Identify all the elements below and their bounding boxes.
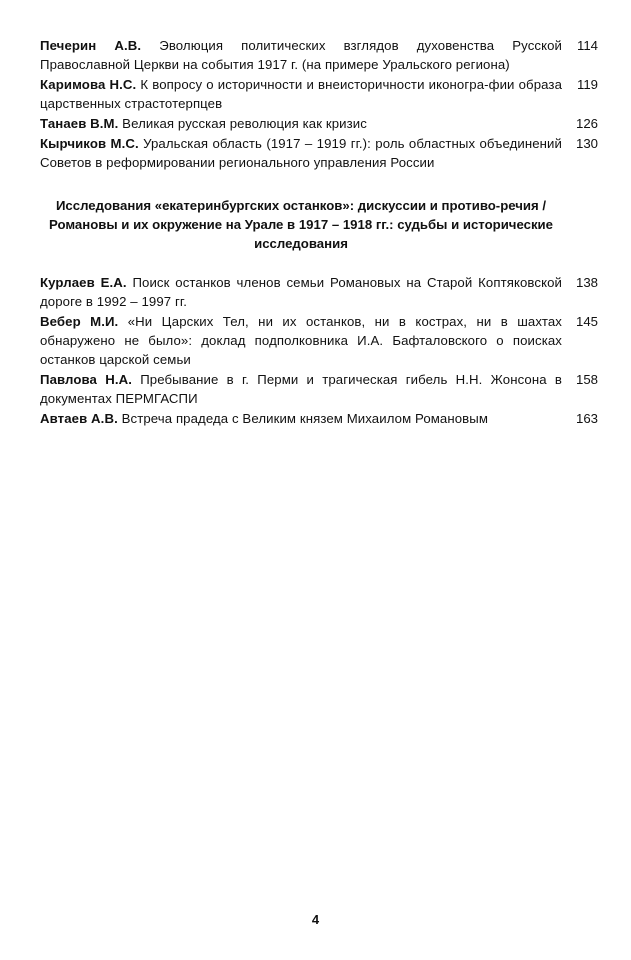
toc-entry (40, 370, 598, 408)
entry-author: Танаев В.М. (40, 116, 119, 131)
entry-page-number: 163 (575, 411, 598, 426)
entry-title: Великая русская революция как кризис (122, 116, 367, 131)
toc-entry (40, 273, 598, 311)
page-number-footer: 4 (311, 912, 320, 927)
entry-author: Автаев А.В. (40, 411, 118, 426)
entry-page-number: 126 (575, 116, 598, 131)
toc-entry (40, 75, 598, 113)
entry-text (40, 370, 562, 408)
entry-text (40, 312, 562, 369)
table-of-contents (40, 36, 598, 429)
entry-page-number: 119 (576, 77, 598, 92)
entry-title: К вопросу о историчности и внеисторичности иконогра-фии образа царственных страстотерпцев (40, 77, 563, 111)
toc-entry (40, 409, 598, 428)
entry-title: Эволюция политических взглядов духовенства Русской Православной Церкви на события 1917 г. (на примере Уральского региона) (40, 38, 563, 72)
entry-title: «Ни Царских Тел, ни их останков, ни в кострах, ни в шахтах обнаружено не было»: доклад подполковника И.А. Бафталовского о поисках останков царской семьи (40, 314, 562, 367)
entry-author: Печерин А.В. (40, 38, 142, 53)
entry-author: Кырчиков М.С. (40, 136, 139, 151)
toc-entry (40, 114, 598, 133)
entry-page-number: 145 (575, 314, 598, 329)
toc-entry (40, 312, 598, 369)
toc-entry (40, 36, 598, 74)
entry-author: Вебер М.И. (40, 314, 119, 329)
entry-author: Каримова Н.С. (40, 77, 137, 92)
entry-text (40, 134, 562, 172)
entry-title: Поиск останков членов семьи Романовых на Старой Коптяковской дороге в 1992 – 1997 гг. (40, 275, 562, 309)
toc-entry (40, 134, 598, 172)
entry-text (40, 75, 562, 113)
section-heading: Исследования «екатеринбургских останков»: дискуссии и противо-речия / Романовы и их окружение на Урале в 1917 – 1918 гг.: судьбы и исторические исследования (48, 198, 553, 251)
entry-page-number: 114 (576, 38, 598, 53)
entry-title: Пребывание в г. Перми и трагическая гибель Н.Н. Жонсона в документах ПЕРМГАСПИ (40, 372, 562, 406)
entry-title: Уральская область (1917 – 1919 гг.): роль областных объединений Советов в реформировании регионального управления России (40, 136, 562, 170)
entry-author: Курлаев Е.А. (40, 275, 127, 290)
entry-text (40, 36, 562, 74)
entry-title: Встреча прадеда с Великим князем Михаилом Романовым (121, 411, 489, 426)
entry-page-number: 130 (575, 136, 598, 151)
entry-page-number: 138 (575, 275, 598, 290)
entry-text (40, 273, 562, 311)
entry-text (40, 114, 562, 133)
entry-author: Павлова Н.А. (40, 372, 132, 387)
entry-text (40, 409, 562, 428)
entry-page-number: 158 (575, 372, 598, 387)
